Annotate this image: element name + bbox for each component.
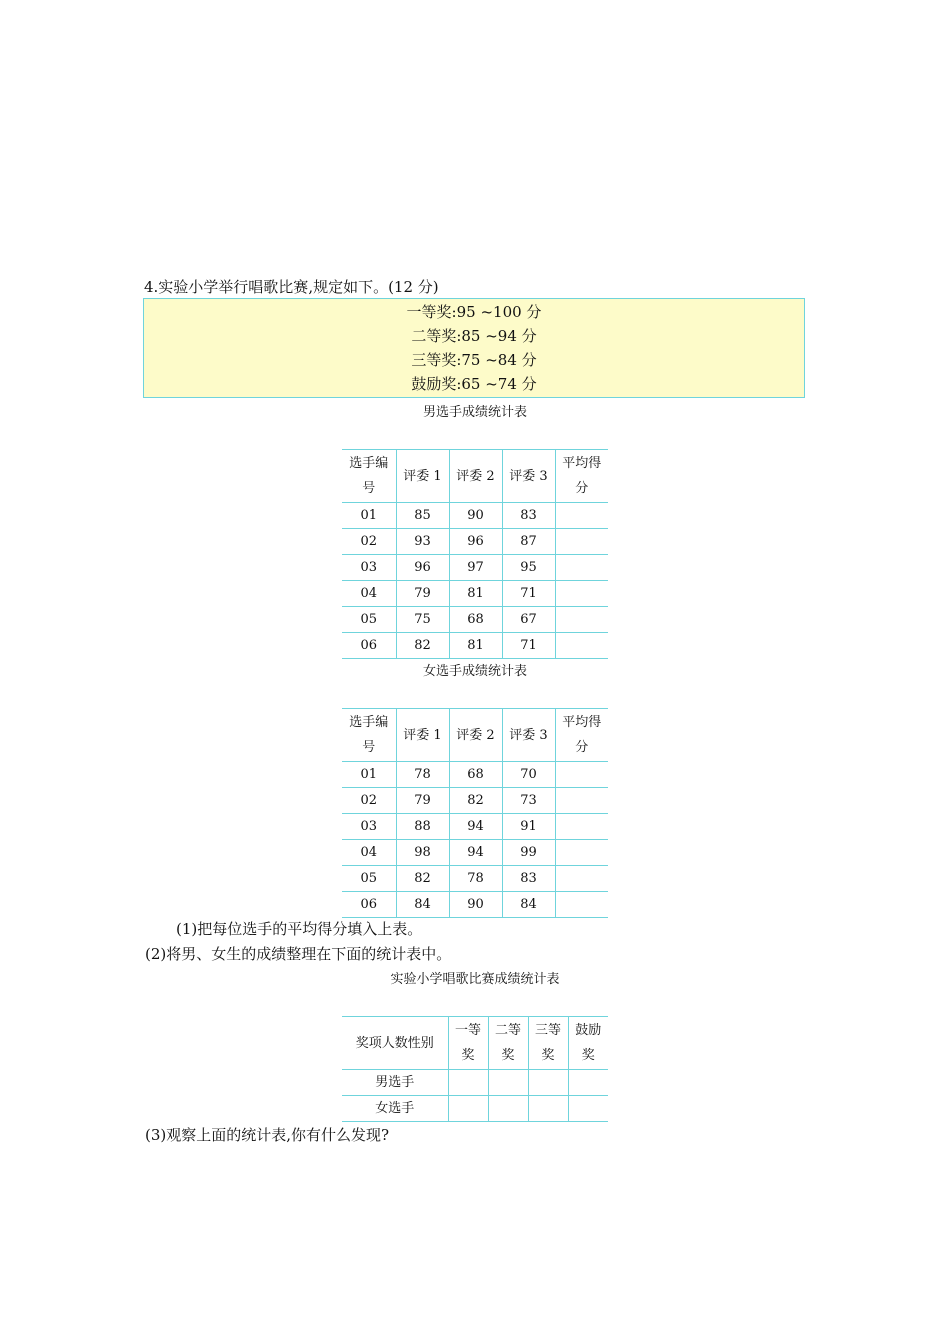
table-row <box>342 555 608 581</box>
cell-judge-3: 91 <box>502 814 555 840</box>
cell-count-blank[interactable] <box>528 1096 568 1122</box>
cell-player-id: 04 <box>342 840 396 866</box>
table-row <box>342 607 608 633</box>
cell-player-id: 01 <box>342 503 396 529</box>
girls-table-caption: 女选手成绩统计表 <box>422 664 527 679</box>
rule-second-prize: 二等奖:85 ~94 分 <box>411 327 537 345</box>
cell-gender-female: 女选手 <box>342 1096 448 1122</box>
table-row <box>342 866 608 892</box>
cell-average-blank[interactable] <box>555 814 608 840</box>
cell-average-blank[interactable] <box>555 866 608 892</box>
cell-count-blank[interactable] <box>488 1070 528 1096</box>
boys-score-table <box>342 449 608 659</box>
cell-player-id: 02 <box>342 529 396 555</box>
header-judge-3: 评委 3 <box>502 709 555 762</box>
cell-judge-3: 71 <box>502 633 555 659</box>
cell-average-blank[interactable] <box>555 762 608 788</box>
cell-count-blank[interactable] <box>568 1070 608 1096</box>
table-row <box>342 814 608 840</box>
cell-average-blank[interactable] <box>555 581 608 607</box>
cell-count-blank[interactable] <box>448 1096 488 1122</box>
table-row <box>342 1096 608 1122</box>
cell-judge-1: 96 <box>396 555 449 581</box>
rule-first-prize: 一等奖:95 ~100 分 <box>406 303 542 321</box>
header-first-prize: 一等奖 <box>448 1017 488 1070</box>
cell-player-id: 05 <box>342 607 396 633</box>
cell-judge-3: 84 <box>502 892 555 918</box>
table-header-row <box>342 709 608 762</box>
cell-average-blank[interactable] <box>555 892 608 918</box>
cell-judge-1: 75 <box>396 607 449 633</box>
cell-average-blank[interactable] <box>555 555 608 581</box>
cell-judge-3: 83 <box>502 503 555 529</box>
cell-judge-3: 70 <box>502 762 555 788</box>
award-rules-box <box>143 298 805 398</box>
header-judge-2: 评委 2 <box>449 450 502 503</box>
table-row <box>342 788 608 814</box>
cell-player-id: 02 <box>342 788 396 814</box>
cell-average-blank[interactable] <box>555 529 608 555</box>
cell-judge-2: 82 <box>449 788 502 814</box>
cell-judge-3: 83 <box>502 866 555 892</box>
cell-player-id: 03 <box>342 814 396 840</box>
header-judge-1: 评委 1 <box>396 709 449 762</box>
cell-judge-1: 79 <box>396 581 449 607</box>
cell-judge-2: 96 <box>449 529 502 555</box>
header-third-prize: 三等奖 <box>528 1017 568 1070</box>
cell-count-blank[interactable] <box>488 1096 528 1122</box>
cell-average-blank[interactable] <box>555 633 608 659</box>
cell-average-blank[interactable] <box>555 840 608 866</box>
table-row <box>342 529 608 555</box>
cell-judge-2: 97 <box>449 555 502 581</box>
cell-judge-2: 78 <box>449 866 502 892</box>
cell-player-id: 03 <box>342 555 396 581</box>
step-1-instruction: (1)把每位选手的平均得分填入上表。 <box>176 920 423 938</box>
table-row <box>342 581 608 607</box>
step-2-instruction: (2)将男、女生的成绩整理在下面的统计表中。 <box>145 945 452 963</box>
table-row <box>342 762 608 788</box>
header-award-count-gender: 奖项人数性别 <box>342 1017 448 1070</box>
header-judge-3: 评委 3 <box>502 450 555 503</box>
step-3-instruction: (3)观察上面的统计表,你有什么发现? <box>145 1126 390 1144</box>
cell-judge-1: 93 <box>396 529 449 555</box>
summary-award-table <box>342 1016 608 1122</box>
cell-average-blank[interactable] <box>555 503 608 529</box>
cell-judge-2: 94 <box>449 814 502 840</box>
cell-player-id: 05 <box>342 866 396 892</box>
cell-judge-3: 87 <box>502 529 555 555</box>
cell-judge-1: 98 <box>396 840 449 866</box>
cell-count-blank[interactable] <box>448 1070 488 1096</box>
summary-table-caption: 实验小学唱歌比赛成绩统计表 <box>390 972 560 987</box>
cell-judge-3: 73 <box>502 788 555 814</box>
boys-table-caption: 男选手成绩统计表 <box>422 405 527 420</box>
cell-judge-1: 79 <box>396 788 449 814</box>
cell-judge-3: 95 <box>502 555 555 581</box>
cell-count-blank[interactable] <box>568 1096 608 1122</box>
cell-judge-2: 81 <box>449 633 502 659</box>
cell-average-blank[interactable] <box>555 607 608 633</box>
girls-score-table <box>342 708 608 918</box>
cell-judge-2: 68 <box>449 607 502 633</box>
table-header-row <box>342 1017 608 1070</box>
header-average: 平均得分 <box>555 450 608 503</box>
header-player-id: 选手编号 <box>342 709 396 762</box>
header-judge-1: 评委 1 <box>396 450 449 503</box>
cell-judge-1: 85 <box>396 503 449 529</box>
cell-player-id: 01 <box>342 762 396 788</box>
table-row <box>342 1070 608 1096</box>
cell-player-id: 06 <box>342 892 396 918</box>
cell-judge-1: 84 <box>396 892 449 918</box>
cell-gender-male: 男选手 <box>342 1070 448 1096</box>
cell-judge-3: 99 <box>502 840 555 866</box>
cell-judge-1: 82 <box>396 633 449 659</box>
rule-encouragement-prize: 鼓励奖:65 ~74 分 <box>411 375 537 393</box>
cell-judge-2: 94 <box>449 840 502 866</box>
header-second-prize: 二等奖 <box>488 1017 528 1070</box>
cell-judge-3: 71 <box>502 581 555 607</box>
cell-judge-2: 90 <box>449 892 502 918</box>
cell-judge-1: 82 <box>396 866 449 892</box>
cell-player-id: 06 <box>342 633 396 659</box>
question-title: 4.实验小学举行唱歌比赛,规定如下。(12 分) <box>144 278 439 296</box>
rule-third-prize: 三等奖:75 ~84 分 <box>411 351 537 369</box>
cell-judge-1: 78 <box>396 762 449 788</box>
header-judge-2: 评委 2 <box>449 709 502 762</box>
cell-judge-3: 67 <box>502 607 555 633</box>
table-row <box>342 503 608 529</box>
table-header-row <box>342 450 608 503</box>
cell-count-blank[interactable] <box>528 1070 568 1096</box>
cell-average-blank[interactable] <box>555 788 608 814</box>
cell-judge-2: 68 <box>449 762 502 788</box>
cell-judge-2: 81 <box>449 581 502 607</box>
table-row <box>342 633 608 659</box>
cell-player-id: 04 <box>342 581 396 607</box>
cell-judge-2: 90 <box>449 503 502 529</box>
header-average: 平均得分 <box>555 709 608 762</box>
header-encouragement-prize: 鼓励奖 <box>568 1017 608 1070</box>
table-row <box>342 892 608 918</box>
cell-judge-1: 88 <box>396 814 449 840</box>
header-player-id: 选手编号 <box>342 450 396 503</box>
table-row <box>342 840 608 866</box>
